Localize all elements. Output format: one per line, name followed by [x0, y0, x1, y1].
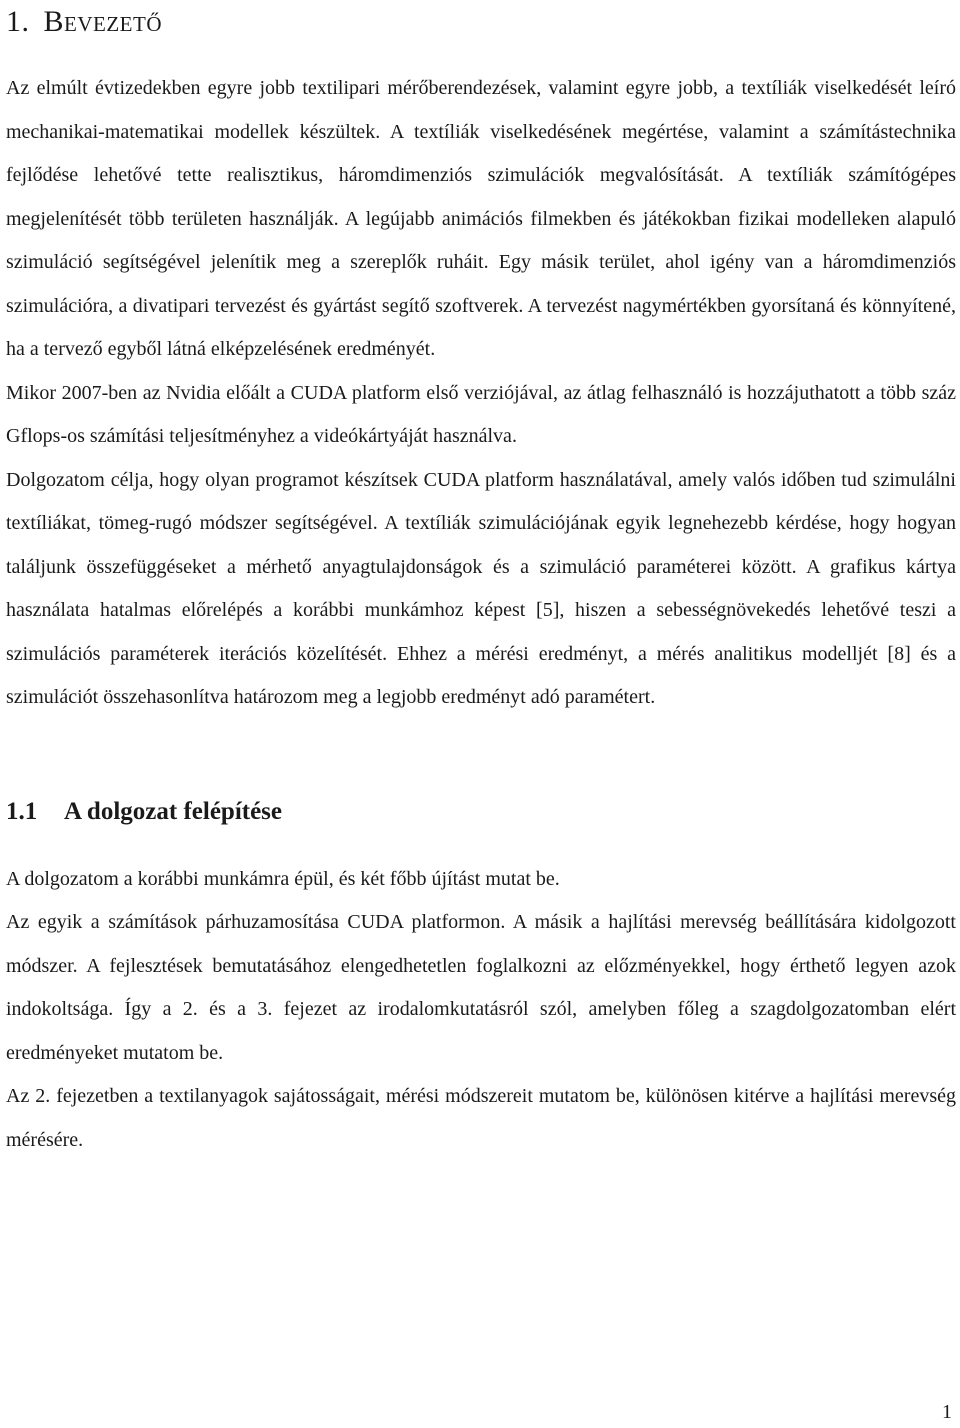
paragraph-section-2: Az egyik a számítások párhuzamosítása CUDA platformon. A másik a hajlítási merevség beállítására kidolgozott módszer. A fejlesztések bemutatásához elengedhetetlen foglalkozni az előzményekkel, hogy érthető legyen azok indokoltsága. Így a 2. és a 3. fejezet az irodalomkutatásról szól, amelyben főleg a szagdolgozatomban elért eredményeket mutatom be.: [6, 911, 956, 1064]
section-heading: [6, 792, 956, 832]
chapter-heading: [6, 0, 956, 42]
paragraph-section-1: A dolgozatom a korábbi munkámra épül, és két főbb újítást mutat be.: [6, 867, 560, 890]
section-title: A dolgozat felépítése: [64, 797, 283, 825]
section-number: 1.1: [6, 797, 38, 825]
paragraph-section-3: Az 2. fejezetben a textilanyagok sajátosságait, mérési módszereit mutatom be, különösen kitérve a hajlítási merevség mérésére.: [6, 1085, 956, 1151]
paragraph-intro-2: Mikor 2007-ben az Nvidia előált a CUDA platform első verziójával, az átlag felhasználó is hozzájuthatott a több száz Gflops-os számítási teljesítményhez a videókártyáját használva.: [6, 381, 956, 447]
document-page: [6, 0, 956, 1162]
paragraph-intro-1: Az elmúlt évtizedekben egyre jobb textilipari mérőberendezések, valamint egyre jobb, a textíliák viselkedését leíró mechanikai-matematikai modellek készültek. A textíliák viselkedésének megértése, valamint a számítástechnika fejlődése lehetővé tette realisztikus, háromdimenziós szimulációk megvalósítását. A textíliák számítógépes megjelenítését több területen használják. A legújabb animációs filmekben és játékokban fizikai modelleken alapuló szimuláció segítségével jelenítik meg a szereplők ruháit. Egy másik terület, ahol igény van a háromdimenziós szimulációra, a divatipari tervezést és gyártást segítő szoftverek. A tervezést nagymértékben gyorsítaná és könnyítené, ha a tervező egyből látná elképzelésének eredményét.: [6, 77, 956, 360]
paragraph-intro-3: Dolgozatom célja, hogy olyan programot készítsek CUDA platform használatával, amely valós időben tud szimulálni textíliákat, tömeg-rugó módszer segítségével. A textíliák szimulációjának egyik legnehezebb kérdése, hogy hogyan találjunk összefüggéseket a mérhető anyagtulajdonságok és a szimuláció paraméterei között. A grafikus kártya használata hatalmas előrelépés a korábbi munkámhoz képest [5], hiszen a sebességnövekedés lehetővé teszi a szimulációs paraméterek iterációs közelítését. Ehhez a mérési eredményt, a mérés analitikus modelljét [8] és a szimulációt összehasonlítva határozom meg a legjobb eredményt adó paramétert.: [6, 468, 956, 708]
page-number: 1: [942, 1401, 952, 1423]
chapter-number: 1.: [6, 5, 30, 38]
chapter-title: Bevezető: [43, 5, 162, 38]
